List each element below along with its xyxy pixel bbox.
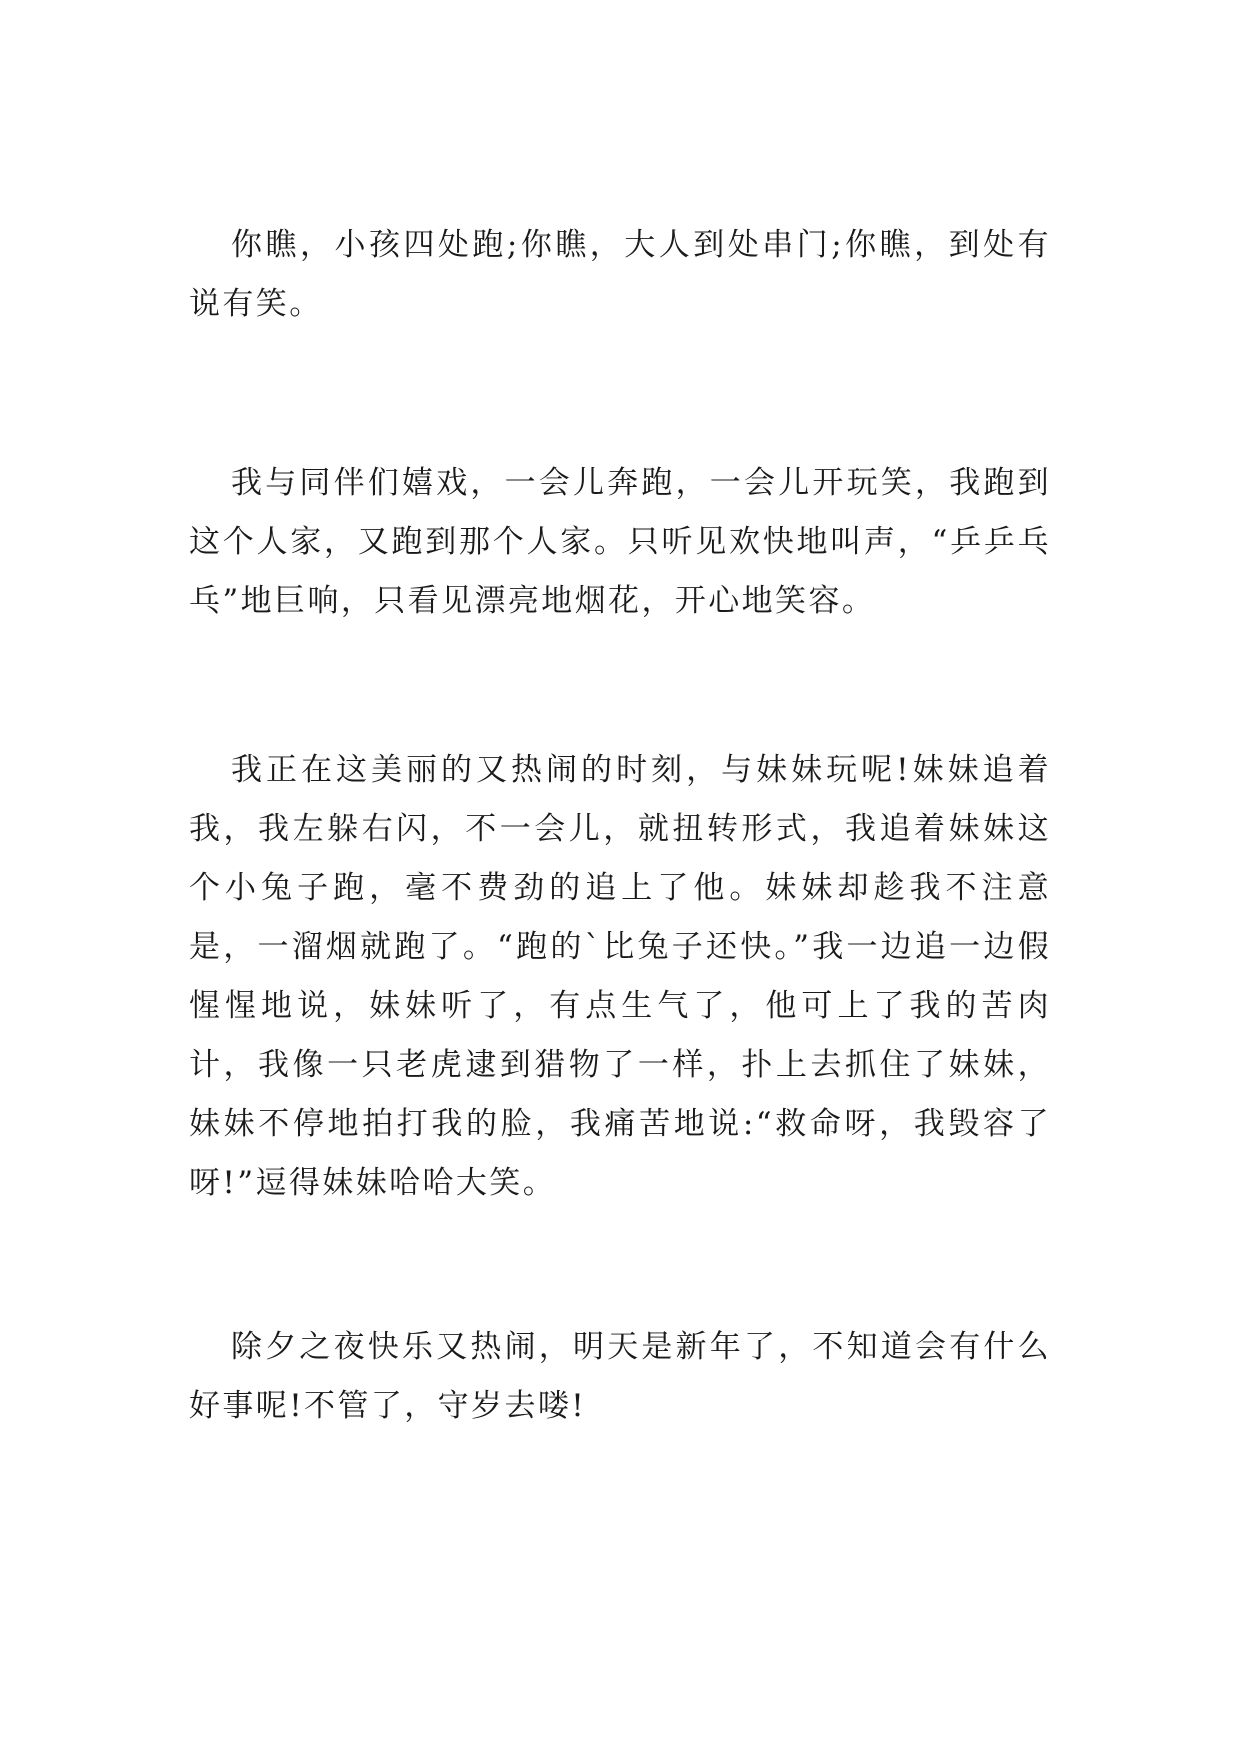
paragraph-1: 你瞧，小孩四处跑;你瞧，大人到处串门;你瞧，到处有说有笑。 bbox=[189, 227, 1051, 322]
paragraph-2: 我与同伴们嬉戏，一会儿奔跑，一会儿开玩笑，我跑到这个人家，又跑到那个人家。只听见欢快地叫声，“乒乒乓乓”地巨响，只看见漂亮地烟花，开心地笑容。 bbox=[189, 465, 1051, 619]
paragraph-4: 除夕之夜快乐又热闹，明天是新年了，不知道会有什么好事呢!不管了，守岁去喽! bbox=[189, 1329, 1051, 1424]
paragraph-3: 我正在这美丽的又热闹的时刻，与妹妹玩呢!妹妹追着我，我左躲右闪，不一会儿，就扭转形式，我追着妹妹这个小兔子跑，毫不费劲的追上了他。妹妹却趁我不注意是，一溜烟就跑了。“跑的`比兔子还快。”我一边追一边假惺惺地说，妹妹听了，有点生气了，他可上了我的苦肉计，我像一只老虎逮到猎物了一样，扑上去抓住了妹妹，妹妹不停地拍打我的脸，我痛苦地说:“救命呀，我毁容了呀!”逗得妹妹哈哈大笑。 bbox=[189, 752, 1051, 1201]
